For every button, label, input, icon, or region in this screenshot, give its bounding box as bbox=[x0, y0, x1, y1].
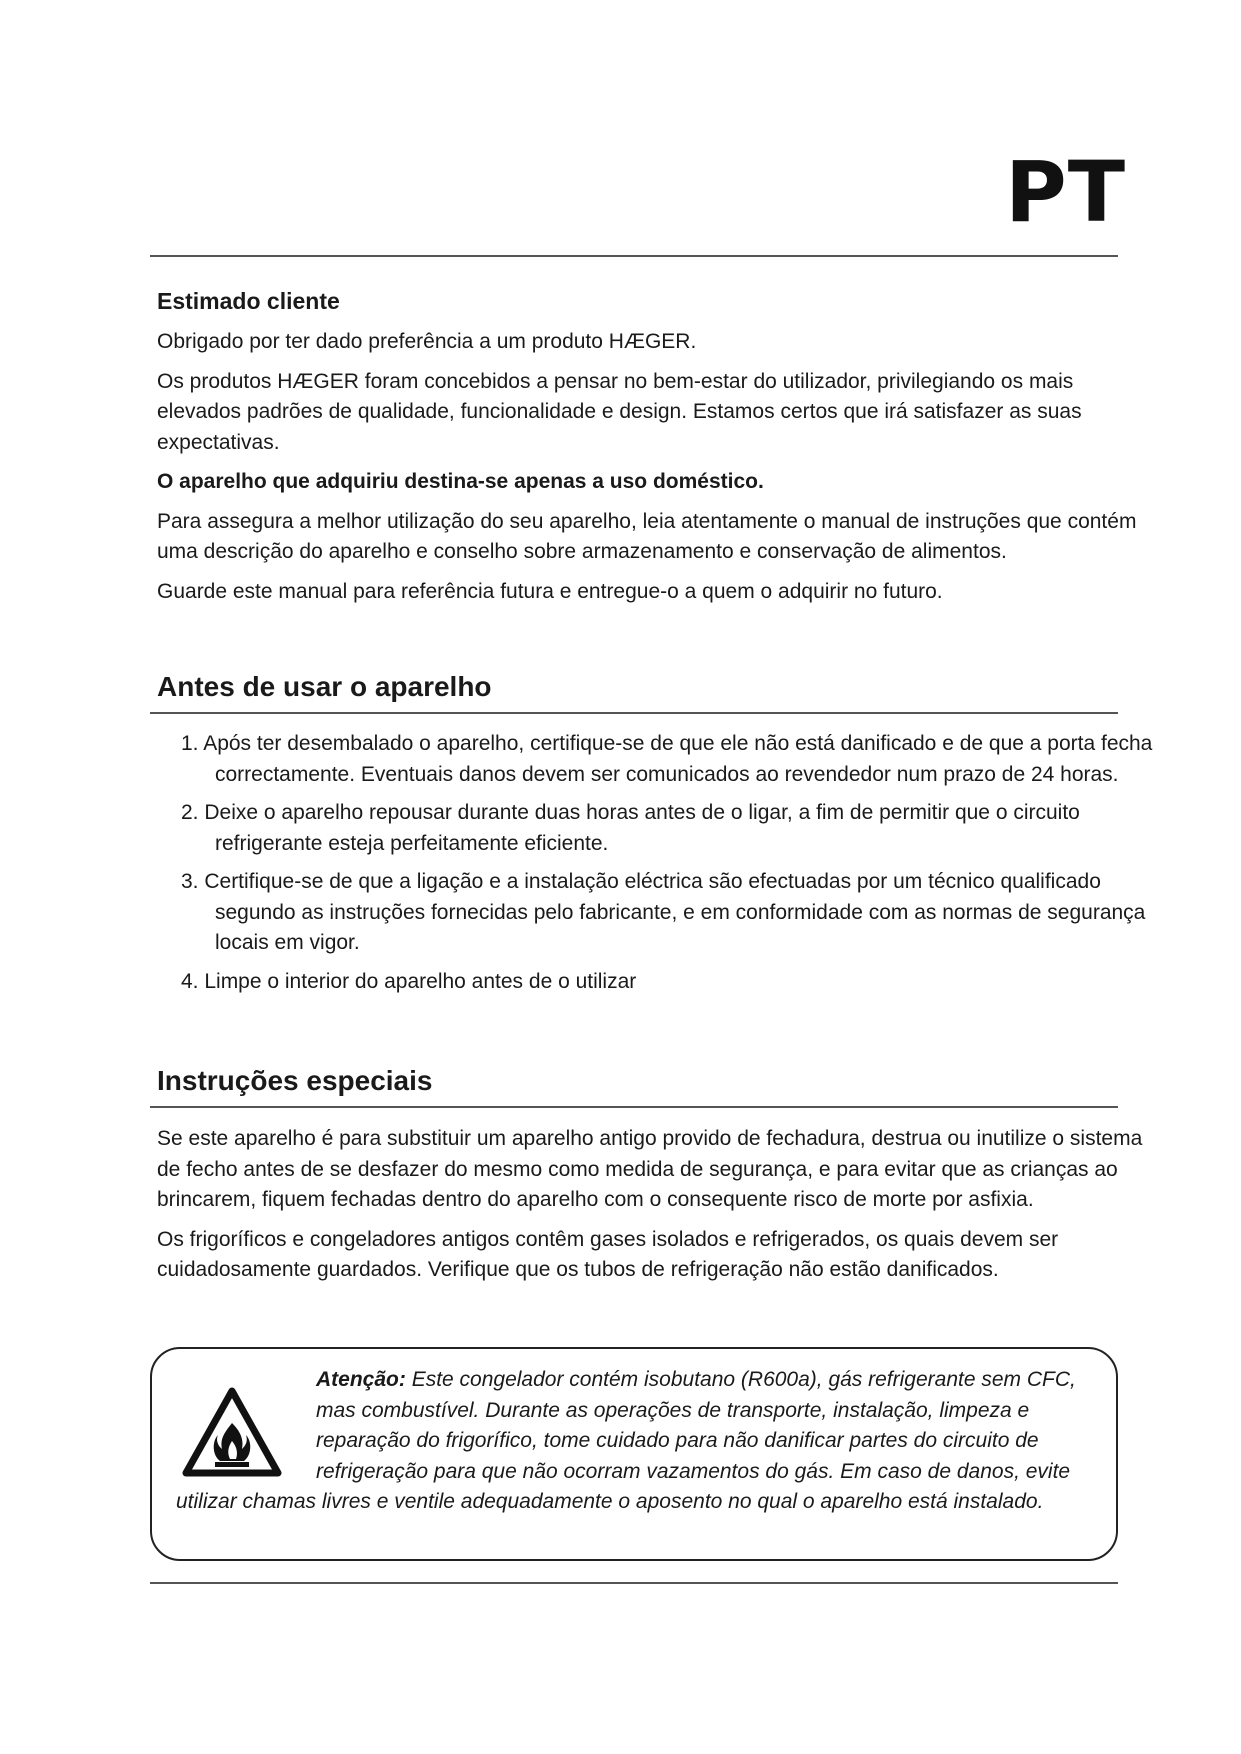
list-item: 2. Deixe o aparelho repousar durante duas horas antes de o ligar, a fim de permitir que o circuito refrigerante esteja perfeitamente eficiente. bbox=[181, 801, 1080, 855]
domestic-use-notice: O aparelho que adquiriu destina-se apenas a uso doméstico. bbox=[157, 470, 764, 493]
special-instructions-title: Instruções especiais bbox=[157, 1065, 433, 1096]
warning-message: Este congelador contém isobutano (R600a), gás refrigerante sem CFC, mas combustível. Durante as operações de transporte, instalação, limpeza e reparação do frigorífico, tome cuidado para não danificar partes do circuito de refrigeração para que não ocorram vazamentos do gás. Em caso de danos, evite utilizar chamas livres e ventile adequadamente o aposento no qual o aparelho está instalado. bbox=[176, 1368, 1076, 1513]
warning-label: Atenção: bbox=[316, 1368, 406, 1391]
before-use-section bbox=[157, 729, 1157, 1005]
intro-paragraph: Obrigado por ter dado preferência a um produto HÆGER. bbox=[157, 330, 697, 353]
before-use-list bbox=[157, 729, 1157, 997]
section-divider bbox=[150, 712, 1118, 714]
special-instructions-section bbox=[157, 1124, 1157, 1286]
list-item: 3. Certifique-se de que a ligação e a instalação eléctrica são efectuadas por um técnico qualificado segundo as instruções fornecidas pelo fabricante, e em conformidade com as normas de segurança locais em vigor. bbox=[181, 870, 1146, 954]
intro-paragraph: Os produtos HÆGER foram concebidos a pensar no bem-estar do utilizador, privilegiando os mais elevados padrões de qualidade, funcionalidade e design. Estamos certos que irá satisfazer as suas expectativas. bbox=[157, 369, 1082, 454]
header-divider bbox=[150, 255, 1118, 257]
intro-section bbox=[157, 288, 1157, 607]
intro-paragraph: Guarde este manual para referência futura e entregue-o a quem o adquirir no futuro. bbox=[157, 579, 943, 603]
special-paragraph: Os frigoríficos e congeladores antigos contêm gases isolados e refrigerados, os quais devem ser cuidadosamente guardados. Verifique que os tubos de refrigeração não estão danificados. bbox=[157, 1227, 1059, 1281]
intro-paragraph: Para assegura a melhor utilização do seu aparelho, leia atentamente o manual de instruções que contém uma descrição do aparelho e conselho sobre armazenamento e conservação de alimentos. bbox=[157, 509, 1137, 563]
language-code: PT bbox=[1005, 143, 1126, 241]
greeting-heading: Estimado cliente bbox=[157, 288, 340, 314]
warning-box bbox=[150, 1347, 1118, 1561]
special-paragraph: Se este aparelho é para substituir um aparelho antigo provido de fechadura, destrua ou inutilize o sistema de fecho antes de se desfazer do mesmo como medida de segurança, e para evitar que as crianças ao brincarem, fiquem fechadas dentro do aparelho com o consequente risco de morte por asfixia. bbox=[157, 1127, 1143, 1211]
list-item: 1. Após ter desembalado o aparelho, certifique-se de que ele não está danificado e de que a porta fecha correctamente. Eventuais danos devem ser comunicados ao revendedor num prazo de 24 horas. bbox=[181, 732, 1153, 786]
before-use-title: Antes de usar o aparelho bbox=[157, 671, 492, 702]
warning-text bbox=[176, 1365, 1108, 1518]
section-divider bbox=[150, 1106, 1118, 1108]
list-item: 4. Limpe o interior do aparelho antes de o utilizar bbox=[181, 969, 637, 993]
footer-divider bbox=[150, 1582, 1118, 1584]
